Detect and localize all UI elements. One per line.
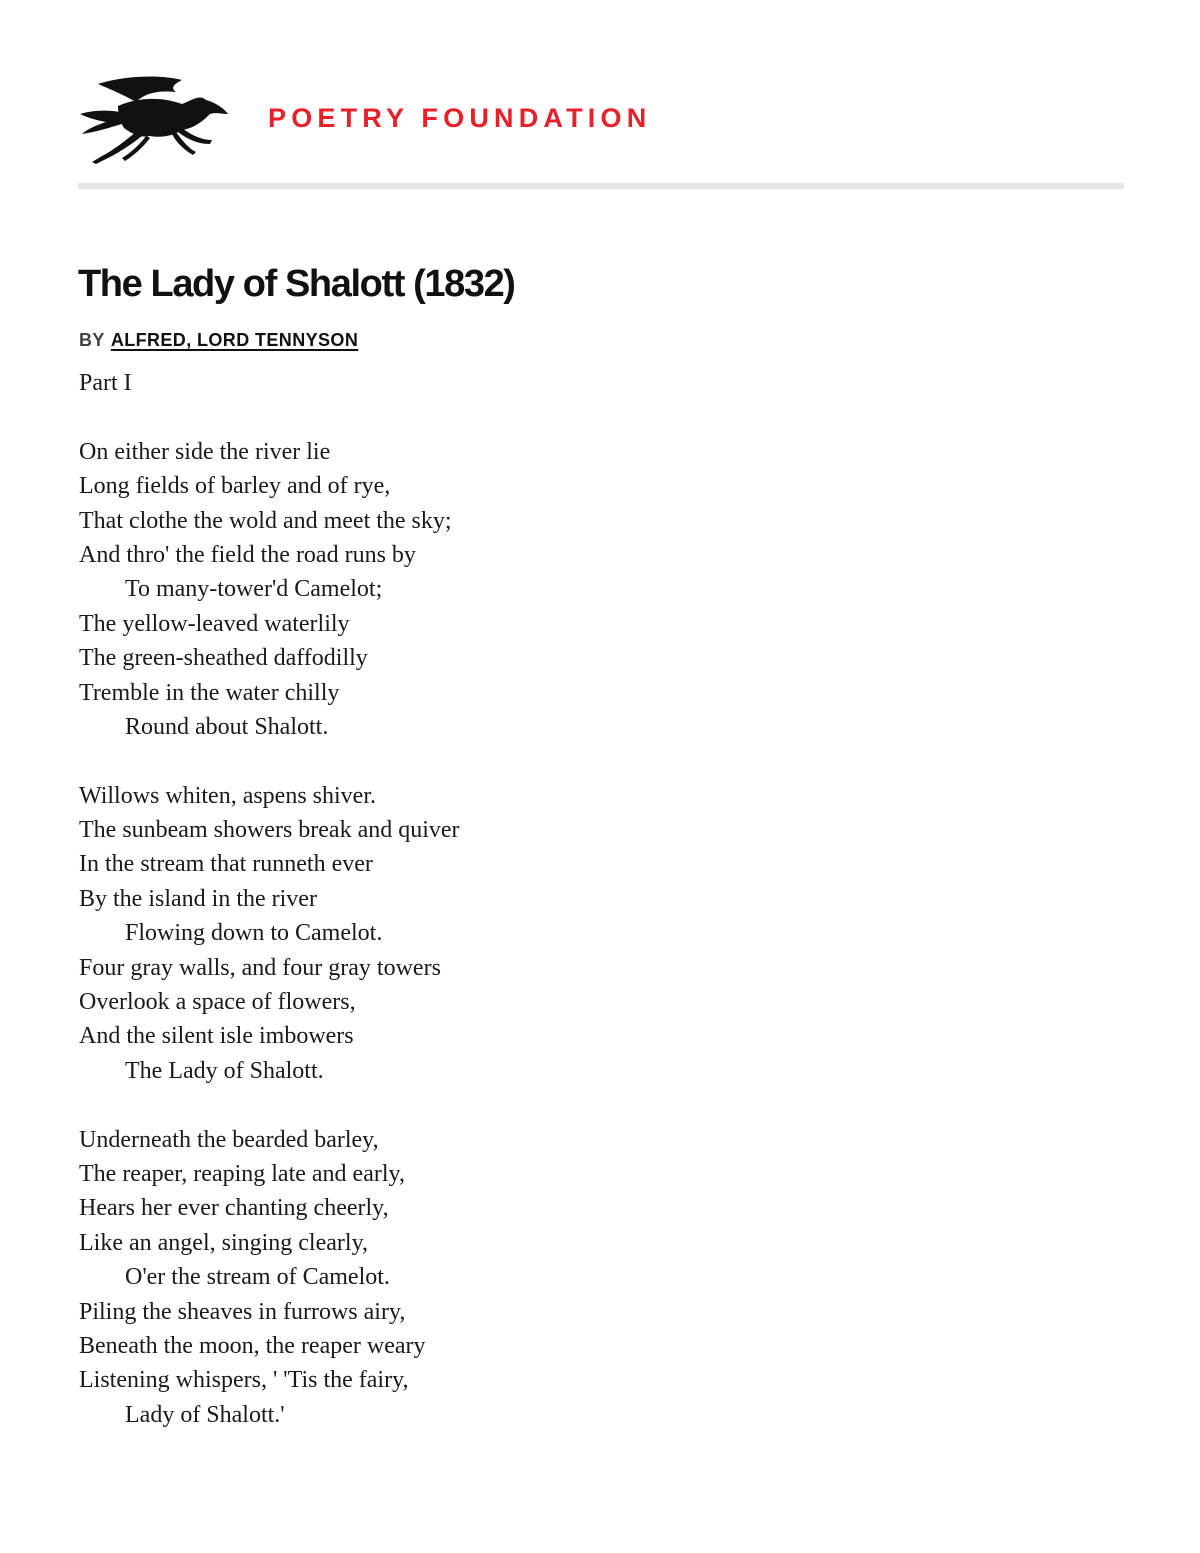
brand-name[interactable]: POETRY FOUNDATION (268, 103, 652, 133)
poem-line: The yellow-leaved waterlily (79, 610, 350, 637)
site-header (78, 74, 1124, 170)
poem-line: By the island in the river (79, 885, 317, 912)
poem-line-indented: Flowing down to Camelot. (125, 920, 383, 947)
poem-line: Hears her ever chanting cheerly, (79, 1195, 389, 1222)
poem-line: Willows whiten, aspens shiver. (79, 782, 376, 809)
poem-line: The green-sheathed daffodilly (79, 645, 368, 672)
poem-line: Long fields of barley and of rye, (79, 473, 391, 500)
stanza-break (79, 400, 779, 434)
poem-line: The reaper, reaping late and early, (79, 1160, 405, 1187)
stanza-break (79, 1088, 779, 1122)
poem-line: And thro' the field the road runs by (79, 541, 416, 568)
author-link[interactable]: ALFRED, LORD TENNYSON (110, 330, 359, 350)
poem-line: Overlook a space of flowers, (79, 989, 356, 1016)
header-divider (78, 183, 1124, 189)
part-heading: Part I (79, 370, 132, 396)
poem-line: Like an angel, singing clearly, (79, 1229, 369, 1256)
byline-label: BY (79, 330, 105, 350)
pegasus-icon[interactable] (78, 74, 230, 166)
poem-line: On either side the river lie (79, 438, 331, 465)
poem-line: Piling the sheaves in furrows airy, (79, 1298, 406, 1325)
poem-line: And the silent isle imbowers (79, 1023, 354, 1050)
poem-line: Four gray walls, and four gray towers (79, 954, 441, 981)
poem-line: Beneath the moon, the reaper weary (79, 1332, 426, 1359)
stanza-break (79, 744, 779, 778)
poem-line-indented: To many-tower'd Camelot; (125, 576, 383, 603)
poem-line: In the stream that runneth ever (79, 851, 373, 878)
poem-line: Underneath the bearded barley, (79, 1126, 379, 1153)
poem-line-indented: Lady of Shalott.' (125, 1401, 285, 1428)
poem-line: Tremble in the water chilly (79, 679, 340, 706)
poem-line: The sunbeam showers break and quiver (79, 817, 460, 844)
poem-line-indented: O'er the stream of Camelot. (125, 1264, 390, 1291)
poem-line: That clothe the wold and meet the sky; (79, 507, 452, 534)
byline (79, 330, 358, 351)
poem-title: The Lady of Shalott (1832) (78, 263, 515, 305)
poem-line: Listening whispers, ' 'Tis the fairy, (79, 1367, 409, 1394)
poem-line-indented: The Lady of Shalott. (125, 1057, 324, 1084)
poem-line-indented: Round about Shalott. (125, 713, 329, 740)
poem-body (79, 366, 779, 1432)
